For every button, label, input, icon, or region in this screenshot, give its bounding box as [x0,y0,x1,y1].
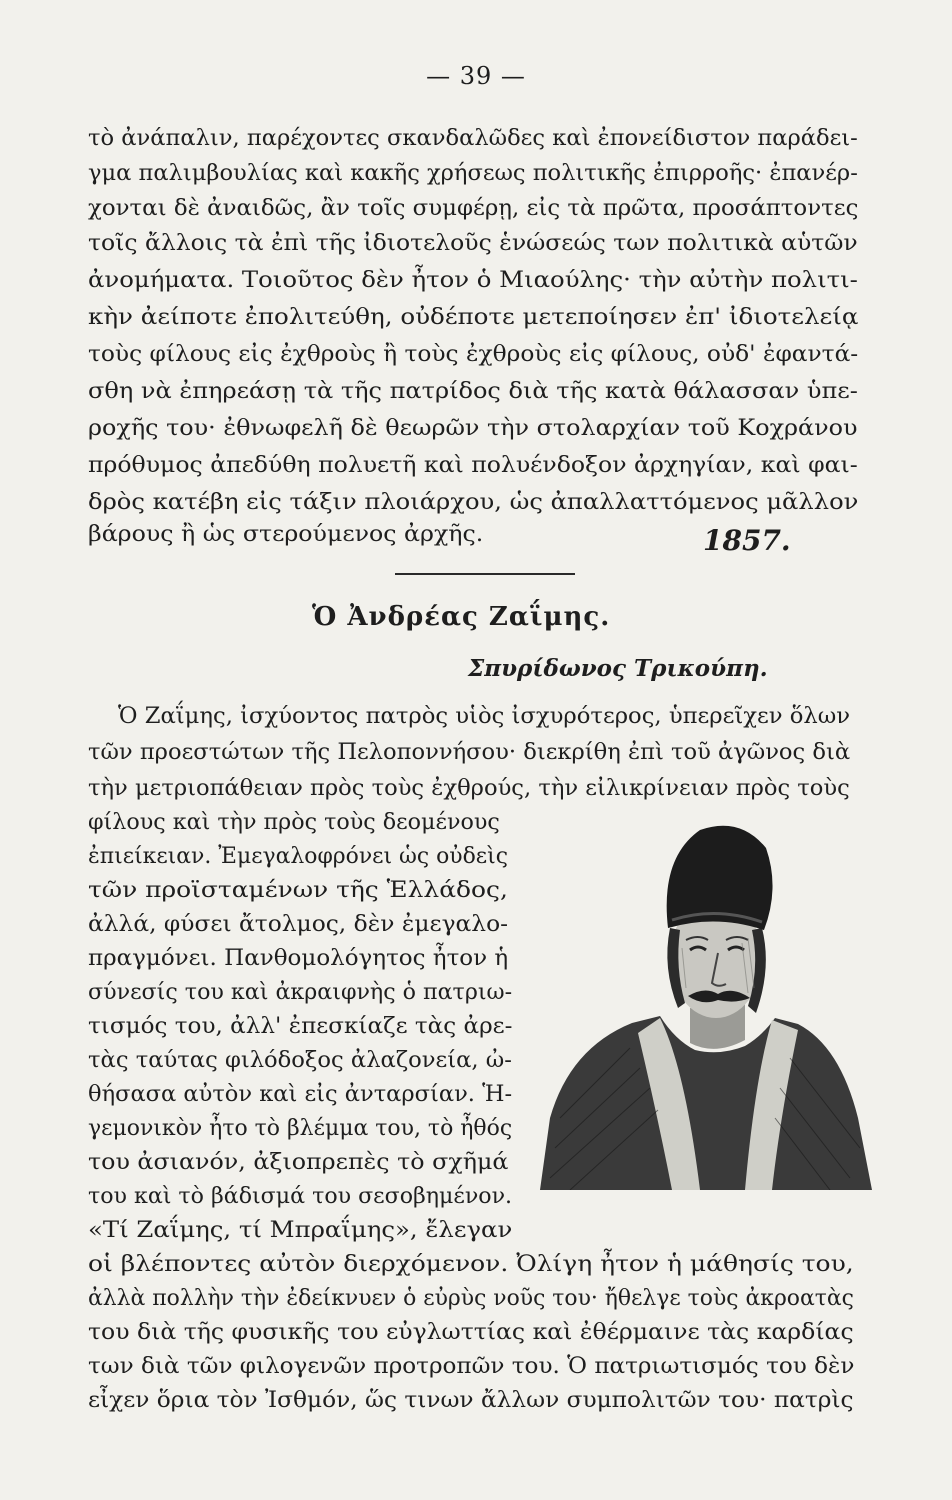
text-line: χονται δὲ ἀναιδῶς, ἂν τοῖς συμφέρῃ, εἰς τὰ πρῶτα, προσάπτοντες [88,196,859,221]
text-line: τῶν προεστώτων τῆς Πελοποννήσου· διεκρίθη ἐπὶ τοῦ ἀγῶνος διὰ [88,740,851,765]
text-line: γεμονικὸν ἦτο τὸ βλέμμα του, τὸ ἦθός [88,1116,513,1141]
text-line: φίλους καὶ τὴν πρὸς τοὺς δεομένους [88,810,500,835]
section-divider [395,573,575,575]
text-line: τὰς ταύτας φιλόδοξος ἀλαζονεία, ὠ- [88,1048,512,1073]
text-line: ἀλλά, φύσει ἄτολμος, δὲν ἐμεγαλο- [88,912,509,937]
text-line: κὴν ἀείποτε ἐπολιτεύθη, οὐδέποτε μετεποίησεν ἐπ' ἰδιοτελείᾳ [88,305,859,330]
text-line: τοὺς φίλους εἰς ἐχθροὺς ἢ τοὺς ἐχθροὺς εἰς φίλους, οὐδ' ἐφαντά- [88,342,859,367]
text-line: τοῖς ἄλλοις τὰ ἐπὶ τῆς ἰδιοτελοῦς ἑνώσεώς των πολιτικὰ αὑτῶν [88,231,858,256]
text-line: τῶν προϊσταμένων τῆς Ἑλλάδος, [88,878,508,903]
text-line: ἀλλὰ πολλὴν τὴν ἐδείκνυεν ὁ εὐρὺς νοῦς του· ἤθελγε τοὺς ἀκροατὰς [88,1286,854,1311]
text-line: γμα παλιμβουλίας καὶ κακῆς χρήσεως πολιτικῆς ἐπιρροῆς· ἐπανέρ- [88,161,858,186]
text-line: του διὰ τῆς φυσικῆς του εὐγλωττίας καὶ ἐθέρμαινε τὰς καρδίας [88,1320,854,1345]
article-author: Σπυρίδωνος Τρικούπη. [468,655,768,682]
text-line: του καὶ τὸ βάδισμά του σεσοβημένον. [88,1184,513,1209]
text-line: οἱ βλέποντες αὐτὸν διερχόμενον. Ὀλίγη ἦτον ἡ μάθησίς του, [88,1252,854,1277]
text-line: των διὰ τῶν φιλογενῶν προτροπῶν του. Ὁ πατριωτισμός του δὲν [88,1354,855,1379]
text-line: «Τί Ζαΐμης, τί Μπραΐμης», ἔλεγαν [88,1218,513,1243]
text-line: τισμός του, ἀλλ' ἐπεσκίαζε τὰς ἀρε- [88,1014,513,1039]
page-number: — 39 — [426,62,526,90]
portrait-engraving [540,818,872,1190]
text-line: δρὸς κατέβη εἰς τάξιν πλοιάρχου, ὡς ἀπαλλαττόμενος μᾶλλον [88,490,859,515]
text-line: του ἀσιανόν, ἀξιοπρεπὲς τὸ σχῆμά [88,1150,509,1175]
text-line: βάρους ἢ ὡς στερούμενος ἀρχῆς. [88,522,484,547]
text-line: εἶχεν ὅρια τὸν Ἰσθμόν, ὥς τινων ἄλλων συμπολιτῶν του· πατρὶς [88,1388,854,1413]
text-line: Ὁ Ζαΐμης, ἰσχύοντος πατρὸς υἱὸς ἰσχυρότερος, ὑπερεῖχεν ὅλων [118,704,851,729]
text-line: ἀνομήματα. Τοιοῦτος δὲν ἦτον ὁ Μιαούλης· τὴν αὐτὴν πολιτι- [88,268,858,293]
text-line: θήσασα αὐτὸν καὶ εἰς ἀνταρσίαν. Ἡ- [88,1082,513,1107]
year-heading: 1857. [703,524,791,557]
article-title: Ὁ Ἀνδρέας Ζαΐμης. [312,602,611,632]
text-line: τὴν μετριοπάθειαν πρὸς τοὺς ἐχθρούς, τὴν εἰλικρίνειαν πρὸς τοὺς [88,776,850,801]
text-line: σθη νὰ ἐπηρεάσῃ τὰ τῆς πατρίδος διὰ τῆς κατὰ θάλασσαν ὑπε- [88,379,858,404]
text-line: ἐπιείκειαν. Ἐμεγαλοφρόνει ὡς οὐδεὶς [88,844,508,869]
text-line: σύνεσίς του καὶ ἀκραιφνὴς ὁ πατριω- [88,980,513,1005]
text-line: ροχῆς του· ἐθνωφελῆ δὲ θεωρῶν τὴν στολαρχίαν τοῦ Κοχράνου [88,416,858,441]
text-line: πρόθυμος ἀπεδύθη πολυετῆ καὶ πολυένδοξον ἀρχηγίαν, καὶ φαι- [88,453,858,478]
text-line: τὸ ἀνάπαλιν, παρέχοντες σκανδαλῶδες καὶ ἐπονείδιστον παράδει- [88,126,858,151]
text-line: πραγμόνει. Πανθομολόγητος ἦτον ἡ [88,946,509,971]
